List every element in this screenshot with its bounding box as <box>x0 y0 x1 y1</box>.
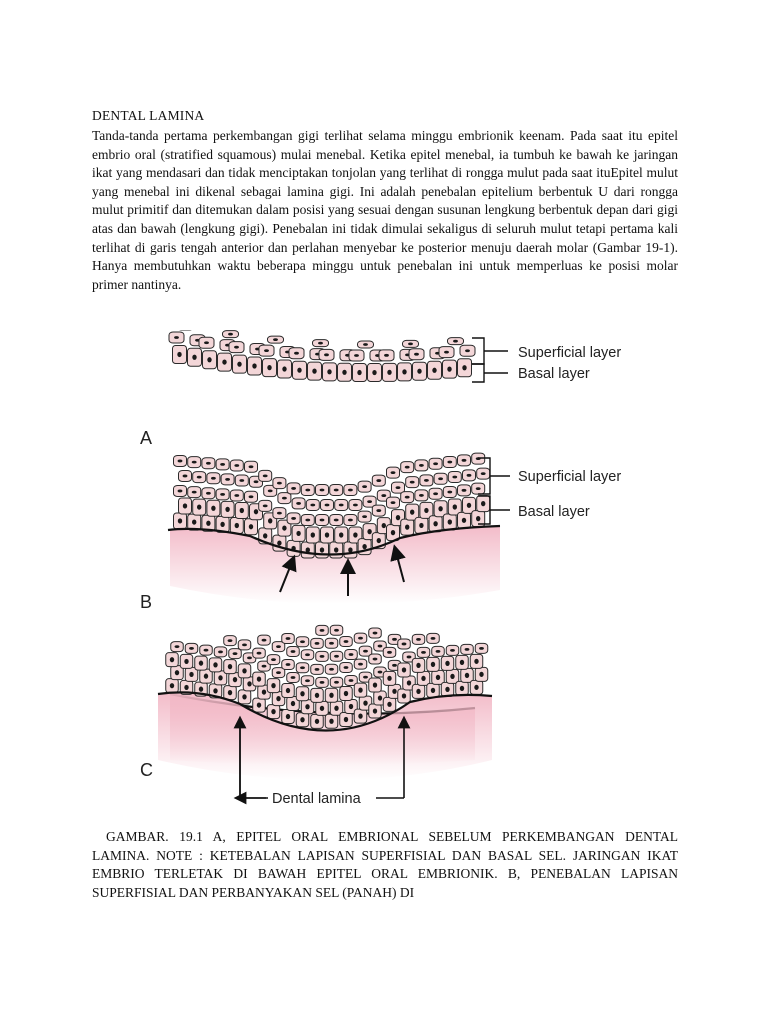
cell-nucleus <box>436 675 440 680</box>
cell-nucleus <box>277 482 282 485</box>
cell-nucleus <box>391 501 396 504</box>
cell-nucleus <box>362 544 366 549</box>
cell-nucleus <box>262 665 267 668</box>
cell-nucleus <box>291 676 296 679</box>
cell-nucleus <box>220 493 225 496</box>
cell-nucleus <box>373 632 378 635</box>
panel-letter-a: A <box>140 428 153 448</box>
cell-nucleus <box>325 532 329 537</box>
cell-nucleus <box>234 464 239 467</box>
panel-letter-b: B <box>140 592 153 612</box>
cell-nucleus <box>192 355 196 360</box>
cell-nucleus <box>419 494 424 497</box>
cell-nucleus <box>206 521 210 526</box>
cell-nucleus <box>438 506 442 511</box>
cell-nucleus <box>192 519 196 524</box>
cell-nucleus <box>453 504 457 509</box>
cell-nucleus <box>249 495 254 498</box>
cell-nucleus <box>315 642 320 645</box>
bracket-basal-a <box>472 364 508 382</box>
cell-nucleus <box>387 370 391 375</box>
cell-nucleus <box>268 518 272 523</box>
cell-nucleus <box>462 518 466 523</box>
cell-nucleus <box>211 477 216 480</box>
cell-nucleus <box>320 655 325 658</box>
cell-nucleus <box>291 517 296 520</box>
cell-nucleus <box>254 509 258 514</box>
cell-nucleus <box>433 521 437 526</box>
cell-nucleus <box>262 639 267 642</box>
cell-nucleus <box>447 491 452 494</box>
cell-nucleus <box>376 509 381 512</box>
cell-nucleus <box>252 363 256 368</box>
cell-nucleus <box>324 353 329 356</box>
cell-nucleus <box>407 656 412 659</box>
cell-nucleus <box>476 516 480 521</box>
cell-nucleus <box>353 504 358 507</box>
cell-nucleus <box>372 370 376 375</box>
cell-nucleus <box>300 666 305 669</box>
cell-nucleus <box>320 519 325 522</box>
cell-nucleus <box>467 474 472 477</box>
section-heading: DENTAL LAMINA <box>92 108 205 123</box>
cell-nucleus <box>334 681 339 684</box>
cell-nucleus <box>315 719 319 724</box>
cell-nucleus <box>213 662 217 667</box>
cell-nucleus <box>204 341 209 344</box>
cell-nucleus <box>286 663 291 666</box>
cell-nucleus <box>189 672 193 677</box>
cell-nucleus <box>222 359 226 364</box>
cell-nucleus <box>247 656 252 659</box>
cell-nucleus <box>416 689 420 694</box>
cell-nucleus <box>334 547 338 552</box>
cell-nucleus <box>170 683 174 688</box>
cell-nucleus <box>263 504 268 507</box>
cell-nucleus <box>305 489 310 492</box>
cell-nucleus <box>318 342 323 345</box>
cell-nucleus <box>175 670 179 675</box>
cell-nucleus <box>462 459 467 462</box>
cell-nucleus <box>220 522 224 527</box>
cell-nucleus <box>349 653 354 656</box>
cell-nucleus <box>277 512 282 515</box>
cell-nucleus <box>431 662 435 667</box>
cell-nucleus <box>271 683 275 688</box>
cell-nucleus <box>218 651 223 654</box>
cell-nucleus <box>235 523 239 528</box>
cell-nucleus <box>204 649 209 652</box>
cell-nucleus <box>228 664 232 669</box>
cell-nucleus <box>465 673 469 678</box>
cell-nucleus <box>378 695 382 700</box>
cell-nucleus <box>348 519 353 522</box>
cell-nucleus <box>363 343 368 346</box>
cell-nucleus <box>447 367 451 372</box>
cell-nucleus <box>311 532 315 537</box>
cell-nucleus <box>344 691 348 696</box>
cell-nucleus <box>479 672 483 677</box>
cell-nucleus <box>282 366 286 371</box>
cell-nucleus <box>192 461 197 464</box>
cell-nucleus <box>178 460 183 463</box>
cell-nucleus <box>240 508 244 513</box>
cell-nucleus <box>358 637 363 640</box>
cell-nucleus <box>320 629 325 632</box>
cell-nucleus <box>363 701 367 706</box>
cell-nucleus <box>237 362 241 367</box>
cell-nucleus <box>384 354 389 357</box>
cell-nucleus <box>396 515 400 520</box>
cell-nucleus <box>183 503 187 508</box>
cell-nucleus <box>448 519 452 524</box>
cell-nucleus <box>233 652 238 655</box>
cell-nucleus <box>276 671 281 674</box>
cell-nucleus <box>474 659 478 664</box>
cell-nucleus <box>433 492 438 495</box>
cell-nucleus <box>348 489 353 492</box>
cell-nucleus <box>381 494 386 497</box>
cell-nucleus <box>353 532 357 537</box>
cell-nucleus <box>438 477 443 480</box>
cell-nucleus <box>234 494 239 497</box>
cell-nucleus <box>465 349 470 352</box>
cell-nucleus <box>228 639 233 642</box>
cell-nucleus <box>267 365 271 370</box>
cell-nucleus <box>424 479 429 482</box>
body-paragraph: Tanda-tanda pertama perkembangan gigi terlihat selama minggu embrionik keenam. Pada saat itu epitel embrio oral (stratified squamous) mulai menebal. Ketika epitel menebal, ia tumbuh ke bawah ke jaringan ikat yang mendasari dan tidak menciptakan tonjolan yang terlihat di rongga mulut pada saat ituEpitel mulut yang menebal ini dikenal sebagai lamina gigi. Ini adalah penebalan epitelium berbentuk U dari rongga mulut primitif dan ditemukan dalam posisi yang sesuai dengan susunan lengkung berbentuk depan dari gigi atas dan bawah (lengkung gigi). Penebalan ini tidak dimulai sekaligus di seluruh mulut tetapi pertama kali terlihat di garis tengah anterior dan perlahan menyebar ke posterior menuju daerah molar (Gambar 19-1). Hanya membutuhkan waktu beberapa minggu untuk penebalan ini untuk memperluas ke posisi molar primer nantinya. <box>92 128 678 292</box>
cell-nucleus <box>257 676 261 681</box>
cell-nucleus <box>206 492 211 495</box>
panel-letter-c: C <box>140 760 153 780</box>
cell-nucleus <box>334 489 339 492</box>
cell-nucleus <box>410 481 415 484</box>
cell-nucleus <box>177 352 181 357</box>
cell-nucleus <box>462 365 466 370</box>
cell-nucleus <box>344 640 349 643</box>
cell-nucleus <box>433 462 438 465</box>
cell-nucleus <box>184 659 188 664</box>
cell-nucleus <box>391 530 395 535</box>
cell-nucleus <box>357 370 361 375</box>
cell-nucleus <box>320 489 325 492</box>
cell-nucleus <box>358 663 363 666</box>
cell-nucleus <box>192 491 197 494</box>
cell-nucleus <box>282 497 287 500</box>
cell-nucleus <box>479 647 484 650</box>
cell-nucleus <box>263 474 268 477</box>
cell-nucleus <box>300 691 304 696</box>
cell-nucleus <box>242 643 247 646</box>
cell-nucleus <box>329 668 334 671</box>
cell-nucleus <box>286 688 290 693</box>
cell-nucleus <box>291 650 296 653</box>
cell-nucleus <box>358 688 362 693</box>
cell-nucleus <box>257 652 262 655</box>
cell-nucleus <box>362 485 367 488</box>
cell-nucleus <box>310 504 315 507</box>
cell-nucleus <box>262 689 266 694</box>
cell-nucleus <box>363 676 368 679</box>
cell-nucleus <box>300 717 304 722</box>
cell-nucleus <box>465 648 470 651</box>
cell-nucleus <box>189 647 194 650</box>
cell-nucleus <box>396 486 401 489</box>
cell-nucleus <box>349 679 354 682</box>
cell-nucleus <box>225 507 229 512</box>
cell-nucleus <box>431 637 436 640</box>
cell-nucleus <box>327 369 331 374</box>
cell-nucleus <box>249 465 254 468</box>
cell-nucleus <box>329 693 333 698</box>
cell-nucleus <box>419 523 423 528</box>
cell-nucleus <box>416 638 421 641</box>
cell-nucleus <box>320 547 324 552</box>
cell-nucleus <box>296 502 301 505</box>
cell-nucleus <box>467 503 471 508</box>
cell-nucleus <box>213 688 217 693</box>
cell-nucleus <box>315 668 320 671</box>
cell-nucleus <box>291 487 296 490</box>
cell-nucleus <box>320 681 325 684</box>
cell-nucleus <box>391 471 396 474</box>
cell-nucleus <box>344 717 348 722</box>
cell-nucleus <box>315 693 319 698</box>
cell-nucleus <box>349 704 353 709</box>
cell-nucleus <box>382 523 386 528</box>
cell-nucleus <box>378 671 383 674</box>
cell-nucleus <box>247 681 251 686</box>
cell-nucleus <box>233 677 237 682</box>
cell-nucleus <box>460 686 464 691</box>
cell-nucleus <box>286 714 290 719</box>
cell-nucleus <box>325 504 330 507</box>
cell-nucleus <box>392 638 397 641</box>
cell-nucleus <box>445 687 449 692</box>
cell-nucleus <box>300 640 305 643</box>
cell-nucleus <box>334 519 339 522</box>
cell-nucleus <box>373 708 377 713</box>
cell-nucleus <box>431 688 435 693</box>
cell-nucleus <box>405 466 410 469</box>
cell-nucleus <box>170 657 174 662</box>
cell-nucleus <box>282 525 286 530</box>
cell-nucleus <box>450 674 454 679</box>
cell-nucleus <box>228 333 233 336</box>
cell-nucleus <box>183 475 188 478</box>
figure-dental-lamina <box>0 330 768 810</box>
cell-nucleus <box>481 501 485 506</box>
cell-nucleus <box>377 538 381 543</box>
cell-nucleus <box>277 540 281 545</box>
cell-nucleus <box>178 490 183 493</box>
cell-nucleus <box>387 702 391 707</box>
cell-nucleus <box>354 354 359 357</box>
label-basal-layer-b: Basal layer <box>518 504 590 520</box>
label-superficial-layer-a: Superficial layer <box>518 345 622 361</box>
cell-nucleus <box>197 476 202 479</box>
cell-nucleus <box>367 500 372 503</box>
cell-nucleus <box>373 682 377 687</box>
cell-nucleus <box>414 353 419 356</box>
cell-nucleus <box>362 515 367 518</box>
cell-nucleus <box>276 696 280 701</box>
cell-nucleus <box>312 369 316 374</box>
cell-nucleus <box>392 664 397 667</box>
cell-nucleus <box>206 462 211 465</box>
cell-nucleus <box>242 694 246 699</box>
cell-nucleus <box>421 651 426 654</box>
cell-nucleus <box>450 649 455 652</box>
cell-nucleus <box>305 704 309 709</box>
cell-nucleus <box>452 476 457 479</box>
cell-nucleus <box>339 504 344 507</box>
cell-nucleus <box>234 346 239 349</box>
cell-nucleus <box>199 661 203 666</box>
cell-nucleus <box>421 676 425 681</box>
cell-nucleus <box>305 679 310 682</box>
cell-nucleus <box>436 650 441 653</box>
cell-nucleus <box>405 496 410 499</box>
cell-nucleus <box>271 658 276 661</box>
cell-nucleus <box>291 701 295 706</box>
cell-nucleus <box>249 524 253 529</box>
cell-nucleus <box>481 472 486 475</box>
cell-nucleus <box>453 340 458 343</box>
label-basal-layer-a: Basal layer <box>518 366 590 382</box>
panel-c <box>140 625 492 807</box>
cell-nucleus <box>474 685 478 690</box>
cell-nucleus <box>254 480 259 483</box>
cell-nucleus <box>329 642 334 645</box>
cell-nucleus <box>339 532 343 537</box>
cell-nucleus <box>334 655 339 658</box>
cell-nucleus <box>387 651 392 654</box>
cell-nucleus <box>294 352 299 355</box>
cell-nucleus <box>334 629 339 632</box>
cell-nucleus <box>417 369 421 374</box>
cell-nucleus <box>264 349 269 352</box>
cell-nucleus <box>408 342 413 345</box>
cell-nucleus <box>392 689 396 694</box>
cell-nucleus <box>405 525 409 530</box>
cell-nucleus <box>363 650 368 653</box>
cell-nucleus <box>342 370 346 375</box>
cell-nucleus <box>358 714 362 719</box>
cell-nucleus <box>273 338 278 341</box>
cell-nucleus <box>419 464 424 467</box>
cell-nucleus <box>445 661 449 666</box>
cell-nucleus <box>178 518 182 523</box>
cell-nucleus <box>376 479 381 482</box>
cell-nucleus <box>305 653 310 656</box>
cell-nucleus <box>367 529 371 534</box>
cell-nucleus <box>373 658 378 661</box>
cell-nucleus <box>402 667 406 672</box>
cell-nucleus <box>462 489 467 492</box>
cell-nucleus <box>447 461 452 464</box>
cell-nucleus <box>476 487 481 490</box>
cell-nucleus <box>276 645 281 648</box>
cell-nucleus <box>387 676 391 681</box>
cell-nucleus <box>268 489 273 492</box>
cell-nucleus <box>204 674 208 679</box>
cell-nucleus <box>378 645 383 648</box>
cell-nucleus <box>199 687 203 692</box>
cell-nucleus <box>320 706 324 711</box>
cell-nucleus <box>410 510 414 515</box>
cell-nucleus <box>424 508 428 513</box>
cell-nucleus <box>432 368 436 373</box>
cell-nucleus <box>271 709 275 714</box>
label-superficial-layer-b: Superficial layer <box>518 469 622 485</box>
cell-nucleus <box>197 504 201 509</box>
label-dental-lamina: Dental lamina <box>272 791 361 807</box>
cell-nucleus <box>305 519 310 522</box>
cell-nucleus <box>402 693 406 698</box>
cell-nucleus <box>175 645 180 648</box>
cell-nucleus <box>416 663 420 668</box>
cell-nucleus <box>263 533 267 538</box>
cell-nucleus <box>242 668 246 673</box>
cell-nucleus <box>174 336 179 339</box>
cell-nucleus <box>211 506 215 511</box>
cell-nucleus <box>297 368 301 373</box>
bracket-superficial-a <box>472 338 508 364</box>
cell-nucleus <box>207 357 211 362</box>
cell-nucleus <box>184 685 188 690</box>
cell-nucleus <box>296 531 300 536</box>
cell-nucleus <box>344 666 349 669</box>
cell-nucleus <box>407 680 411 685</box>
cell-nucleus <box>228 690 232 695</box>
cell-nucleus <box>402 643 407 646</box>
cell-nucleus <box>329 719 333 724</box>
cell-nucleus <box>239 479 244 482</box>
cell-nucleus <box>460 660 464 665</box>
cell-nucleus <box>218 675 222 680</box>
figure-caption: GAMBAR. 19.1 A, EPITEL ORAL EMBRIONAL SEBELUM PERKEMBANGAN DENTAL LAMINA. NOTE : KETEBALAN LAPISAN SUPERFISIAL DAN BASAL SEL. JARINGAN IKAT EMBRIO TERLETAK DI BAWAH EPITEL ORAL EMBRIONIK. B, PENEBALAN LAPISAN SUPERFISIAL DAN PERBANYAKAN SEL (PANAH) DI <box>92 829 678 900</box>
cell-nucleus <box>225 478 230 481</box>
cell-nucleus <box>257 702 261 707</box>
cell-nucleus <box>286 637 291 640</box>
cell-nucleus <box>220 463 225 466</box>
panel-b <box>140 453 621 612</box>
cell-nucleus <box>334 706 338 711</box>
cell-nucleus <box>444 351 449 354</box>
cell-nucleus <box>402 369 406 374</box>
